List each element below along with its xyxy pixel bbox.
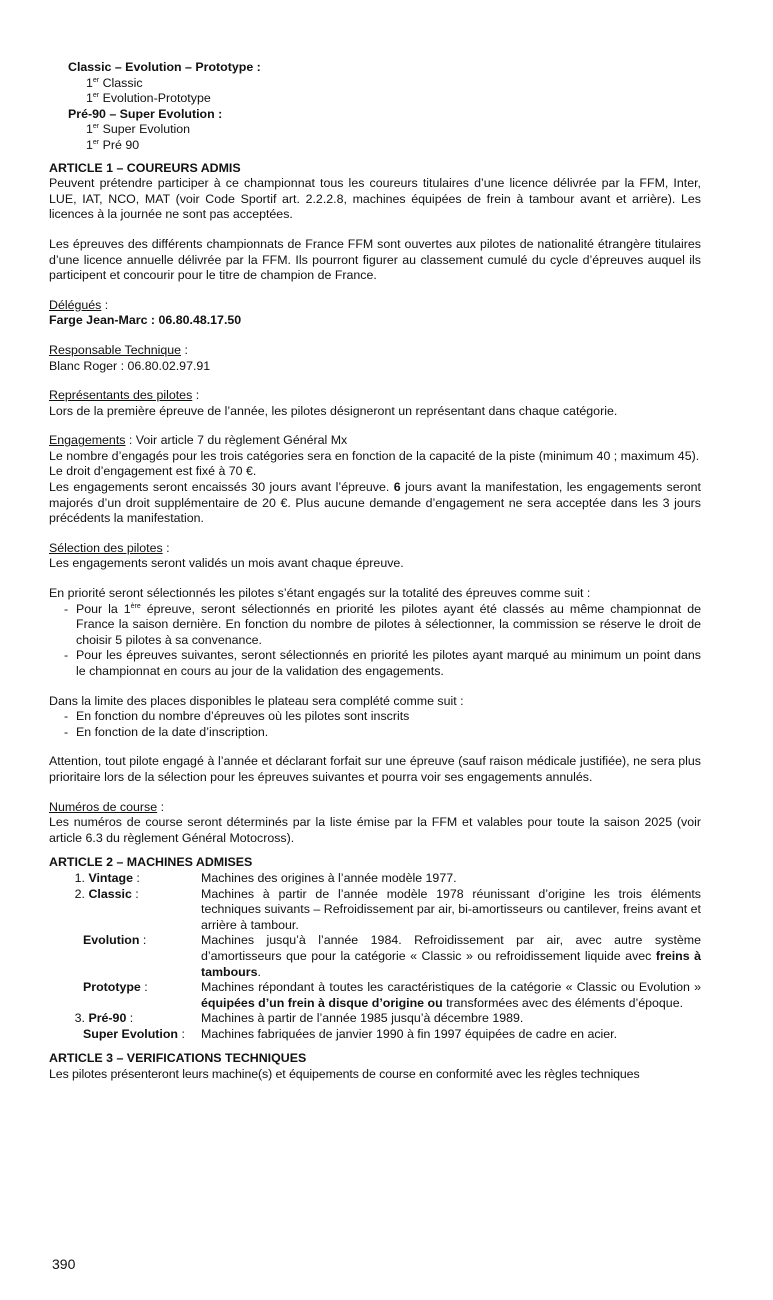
machine-description: Machines répondant à toutes les caractéristiques de la catégorie « Classic ou Evolution » équipées d’un frein à disque d’origine ou transformées avec des éléments d’époque. bbox=[201, 980, 701, 1010]
prize-line: 1er Evolution-Prototype bbox=[86, 91, 211, 106]
category-list bbox=[49, 60, 701, 154]
representants-label: Représentants des pilotes : bbox=[49, 388, 200, 403]
table-row bbox=[49, 933, 701, 980]
article-1-paragraph: Peuvent prétendre participer à ce championnat tous les coureurs titulaires d’une licence délivrée par la FFM, Inter, LUE, IAT, NCO, MAT (voir Code Sportif art. 2.2.2.8, machines équipées de frein à tambour avant et arrière). Les licences à la journée ne sont pas acceptées. bbox=[49, 176, 701, 222]
machine-description: Machines fabriquées de janvier 1990 à fin 1997 équipées de cadre en acier. bbox=[201, 1026, 618, 1041]
machine-description: Machines des origines à l’année modèle 1977. bbox=[201, 870, 457, 885]
table-row bbox=[49, 980, 701, 1011]
machine-category: 3. Pré-90 : bbox=[74, 1011, 134, 1026]
list-item: - En fonction du nombre d’épreuves où les pilotes sont inscrits bbox=[64, 709, 410, 724]
engagements-text: Le droit d’engagement est fixé à 70 €. bbox=[49, 464, 257, 479]
prize-line: 1er Super Evolution bbox=[86, 122, 191, 137]
engagements-text: Les engagements seront encaissés 30 jours avant l’épreuve. 6 jours avant la manifestation, les engagements seront majorés d’un droit supplémentaire de 20 €. Plus aucune demande d’engagement ne sera acceptée dans les 3 jours précédents la manifestation. bbox=[49, 480, 701, 526]
document-page bbox=[49, 60, 701, 1083]
list-item: - En fonction de la date d’inscription. bbox=[64, 724, 269, 739]
article-1-heading: ARTICLE 1 – COUREURS ADMIS bbox=[49, 160, 241, 175]
article-3-heading: ARTICLE 3 – VERIFICATIONS TECHNIQUES bbox=[49, 1051, 307, 1066]
attention-paragraph: Attention, tout pilote engagé à l’année et déclarant forfait sur une épreuve (sauf raison médicale justifiée), ne sera plus prioritaire lors de la sélection pour les épreuves suivantes et pourra voir ses engagements annulés. bbox=[49, 754, 701, 784]
prize-line: 1er Classic bbox=[86, 75, 143, 90]
list-item: - Pour la 1ère épreuve, seront sélectionnés en priorité les pilotes ayant été classés au même championnat de France la saison dernière. En fonction du nombre de pilotes à sélectionner, la commission se réserve le droit de choisir 5 pilotes à sa convenance. bbox=[64, 601, 701, 647]
selection-label: Sélection des pilotes : bbox=[49, 540, 170, 555]
article-3-paragraph: Les pilotes présenteront leurs machine(s) et équipements de course en conformité avec les règles techniques bbox=[49, 1067, 640, 1082]
delegues-label: Délégués : bbox=[49, 297, 109, 312]
machines-table bbox=[49, 871, 701, 1043]
delegue-contact: Farge Jean-Marc : 06.80.48.17.50 bbox=[49, 313, 242, 328]
machine-category: Super Evolution : bbox=[83, 1026, 185, 1041]
table-row bbox=[49, 871, 701, 887]
table-row bbox=[49, 1011, 701, 1027]
selection-text: Les engagements seront validés un mois avant chaque épreuve. bbox=[49, 556, 404, 571]
machine-category: 2. Classic : bbox=[74, 886, 139, 901]
responsable-label: Responsable Technique : bbox=[49, 342, 188, 357]
limit-intro: Dans la limite des places disponibles le plateau sera complété comme suit : bbox=[49, 693, 464, 708]
engagements-text: Le nombre d’engagés pour les trois catégories sera en fonction de la capacité de la piste (minimum 40 ; maximum 45). bbox=[49, 448, 700, 463]
list-item: - Pour les épreuves suivantes, seront sélectionnés en priorité les pilotes ayant marqué au minimum un point dans le championnat en cours au jour de la validation des engagements. bbox=[64, 648, 701, 678]
numeros-text: Les numéros de course seront déterminés par la liste émise par la FFM et valables pour toute la saison 2025 (voir article 6.3 du règlement Général Motocross). bbox=[49, 815, 701, 845]
table-row bbox=[49, 1027, 701, 1043]
table-row bbox=[49, 887, 701, 934]
machine-description: Machines à partir de l’année 1985 jusqu’à décembre 1989. bbox=[201, 1011, 524, 1026]
limit-list bbox=[49, 709, 701, 740]
machine-category: 1. Vintage : bbox=[74, 870, 140, 885]
category-heading: Pré-90 – Super Evolution : bbox=[68, 106, 223, 121]
numeros-label: Numéros de course : bbox=[49, 799, 165, 814]
page-number: 390 bbox=[52, 1256, 76, 1272]
machine-category: Evolution : bbox=[83, 933, 147, 948]
machine-description: Machines à partir de l’année modèle 1978 réunissant d’origine les trois éléments techniques suivants – Refroidissement par air, bi-amortisseurs ou cantilever, freins avant et arrière à tambour. bbox=[201, 886, 701, 932]
prize-line: 1er Pré 90 bbox=[86, 137, 140, 152]
engagements-label: Engagements : Voir article 7 du règlement Général Mx bbox=[49, 433, 348, 448]
machine-category: Prototype : bbox=[83, 980, 148, 995]
priority-list bbox=[49, 602, 701, 680]
responsable-contact: Blanc Roger : 06.80.02.97.91 bbox=[49, 358, 211, 373]
article-1-paragraph: Les épreuves des différents championnats de France FFM sont ouvertes aux pilotes de nationalité étrangère titulaires d’une licence annuelle délivrée par la FFM. Ils pourront figurer au classement cumulé du cycle d’épreuves auquel ils participent et concourir pour le titre de champion de France. bbox=[49, 236, 701, 283]
representants-text: Lors de la première épreuve de l’année, les pilotes désigneront un représentant dans chaque catégorie. bbox=[49, 403, 618, 418]
machine-description: Machines jusqu’à l’année 1984. Refroidissement par air, avec autre système d’amortisseurs que pour la catégorie « Classic » ou refroidissement liquide avec freins à tambours. bbox=[201, 933, 702, 979]
priority-intro: En priorité seront sélectionnés les pilotes s’étant engagés sur la totalité des épreuves comme suit : bbox=[49, 586, 591, 601]
category-heading: Classic – Evolution – Prototype : bbox=[68, 60, 261, 74]
article-2-heading: ARTICLE 2 – MACHINES ADMISES bbox=[49, 855, 253, 870]
